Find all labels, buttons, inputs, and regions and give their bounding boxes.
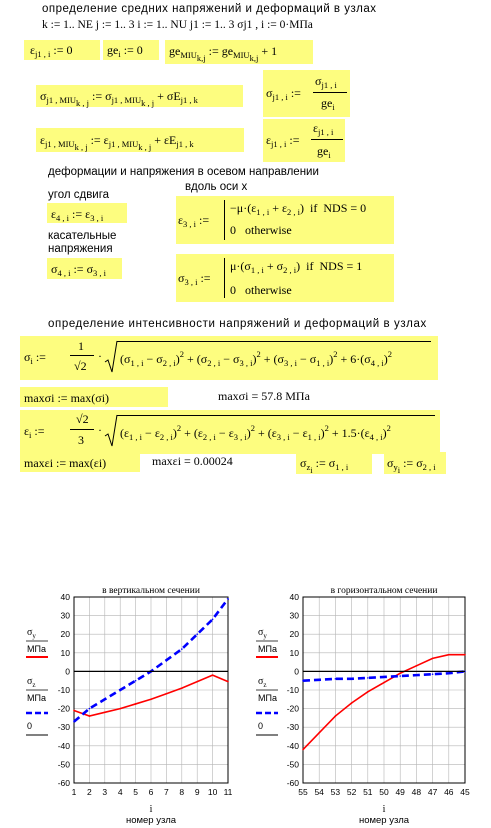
range-definitions: k := 1.. NE j := 1.. 3 i := 1.. NU j1 := 1.. 3 σj1 , i := 0·МПа [42,19,313,31]
y-tick-label: -50 [57,759,70,770]
series-point-0 [383,682,385,684]
formula-eps-accumulate[interactable]: $\varepsilon_{j1 , MIU_{k , j}}$ := $\varepsilon_{j1 , MIU_{k , j}} + \varepsilon E_{j1 , k}$ [36,128,244,152]
y-tick-label: 30 [289,610,299,621]
x-tick-label: 1 [71,787,77,797]
series-point-0 [416,665,418,667]
formula-sig4[interactable]: $\sigma_{4 , i}$ := $\sigma_{3 , i}$ [47,258,122,279]
y-tick-label: 40 [60,592,70,602]
series-point-0 [318,732,320,734]
y-tick-label: 30 [60,610,70,621]
x-tick-label: 10 [207,787,218,797]
result-max-eps: maxεi = 0.00024 [152,454,233,468]
series-point-1 [448,672,450,674]
x-tick-label: 54 [314,787,324,797]
series-point-1 [212,619,214,621]
legend-right-sigma-y: $\sigma_y$ [258,627,267,640]
formula-max-eps[interactable]: maxεi := max(εi) [20,452,140,472]
legend-right-unit-y: МПа [258,644,277,654]
series-point-1 [399,675,401,677]
y-tick-label: 0 [65,666,70,677]
formula-eps3-piecewise[interactable]: $\varepsilon_{3 , i}$ := $-\mu\cdot(\varepsilon_{1 , i} + \varepsilon_{2 , i})$ if NDS = 0 0 otherwise [176,196,394,244]
formula-eps-average[interactable]: $\varepsilon_{j1 , i}$ := $\varepsilon_{j1 , i}$ $ge_i$ [263,119,345,162]
legend-left-unit-y: МПа [27,644,46,654]
series-point-1 [104,699,106,701]
formula-sig3-piecewise[interactable]: $\sigma_{3 , i}$ := $\mu\cdot(\sigma_{1 , i} + \sigma_{2 , i})$ if NDS = 1 0 otherwise [176,254,394,302]
series-point-0 [432,658,434,660]
x-tick-label: 45 [460,787,470,797]
series-point-0 [89,715,91,717]
x-tick-label: 6 [148,787,154,797]
section-title-axial-sub: вдоль оси x [185,181,248,193]
x-axis-label: номер узла [125,815,177,826]
series-point-0 [351,702,353,704]
series-point-1 [383,676,385,678]
x-tick-label: 46 [444,787,454,797]
series-point-1 [302,680,304,682]
coef-eps: 1.5 [341,426,357,440]
x-tick-label: 47 [427,787,438,797]
series-point-0 [196,681,198,683]
series-point-0 [227,681,229,683]
y-tick-label: 40 [289,592,299,602]
series-point-0 [302,749,304,751]
x-tick-label: 11 [223,787,233,797]
formula-sigma-accumulate[interactable]: $\sigma_{j1 , MIU_{k , j}}$ := $\sigma_{j1 , MIU_{k , j}} + \sigma E_{j1 , k}$ [36,85,243,107]
y-tick-label: -30 [286,722,299,733]
y-tick-label: 10 [289,647,299,658]
x-tick-label: 2 [87,787,92,797]
section-title-axial: деформации и напряжения в осевом направлении [48,166,319,178]
series-point-1 [227,598,229,600]
legend-right [256,627,278,735]
x-tick-label: 8 [179,787,185,797]
x-tick-label: 9 [194,787,200,797]
y-tick-label: 0 [294,666,299,677]
series-point-0 [212,674,214,676]
formula-ge-init[interactable]: $ge_i$ := 0 [103,40,159,60]
y-tick-label: -50 [286,759,299,770]
x-tick-label: 53 [330,787,341,797]
series-point-1 [351,678,353,680]
legend-right-unit-z: МПа [258,693,277,703]
y-tick-label: -20 [57,703,70,714]
series-point-1 [318,679,320,681]
formula-max-sigma[interactable]: maxσi := max(σi) [20,387,168,407]
y-tick-label: -10 [57,685,70,695]
formula-eps4[interactable]: $\varepsilon_{4 , i}$ := $\varepsilon_{3 , i}$ [47,203,127,223]
series-point-0 [166,693,168,695]
x-axis-variable: i [382,804,386,815]
section-title-averages: определение средних напряжений и деформаций в узлах [42,3,377,15]
series-point-0 [367,691,369,693]
coef-sigma: 6 [350,352,357,366]
y-tick-label: 20 [60,629,70,640]
series-point-1 [135,680,137,682]
chart-vertical-section [58,586,233,826]
series-point-0 [119,708,121,710]
label-tangential-2: напряжения [48,243,113,255]
x-tick-label: 4 [117,787,123,797]
y-tick-label: -40 [286,740,299,751]
series-point-0 [104,712,106,714]
x-tick-label: 52 [346,787,357,797]
series-point-1 [181,648,183,650]
series-point-0 [181,687,183,689]
y-tick-label: -10 [286,685,299,695]
x-tick-label: 50 [379,787,389,797]
chart-title: в вертикальном сечении [102,586,200,596]
x-axis-label: номер узла [358,815,410,826]
formula-sigma-intensity[interactable]: $\sigma_i$ := 1 √2 · $(\sigma_{1 , i} - \sigma_{2 , i})^2 + (\sigma_{2 , i} - \sigma_{3 , i})^2 + (\sigma_{3 , i} - \sigma_{1 , i})^2 + 6\cdot(\sigma_{4 , i})^2$ [20,336,438,380]
charts-area [0,570,491,828]
section-title-intensity: определение интенсивности напряжений и деформаций в узлах [48,318,427,330]
series-point-1 [89,708,91,710]
series-point-0 [464,654,466,656]
label-shear-angle: угол сдвига [48,189,110,201]
legend-left-sigma-y: $\sigma_y$ [27,627,36,640]
formula-eps-intensity[interactable]: $\varepsilon_i$ := √2 3 · $(\varepsilon_{1 , i} - \varepsilon_{2 , i})^2 + (\varepsilon_{2 , i} - \varepsilon_{3 , i})^2 + (\varepsilon_{3 , i} - \varepsilon_{1 , i})^2 + 1.5\cdot(\varepsilon_{4 , i})^2$ [20,410,440,454]
x-tick-label: 5 [133,787,138,797]
label-tangential-1: касательные [48,230,117,242]
series-point-0 [335,715,337,717]
x-tick-label: 3 [102,787,108,797]
legend-right-zero: 0 [258,721,264,731]
y-tick-label: 10 [60,647,70,658]
x-tick-label: 51 [363,787,373,797]
legend-left-unit-z: МПа [27,693,46,703]
series-point-0 [448,654,450,656]
x-tick-label: 55 [298,787,308,797]
legend-right-sigma-z: $\sigma_z$ [258,676,267,689]
legend-left [26,627,48,735]
legend-left-sigma-z: $\sigma_z$ [27,676,36,689]
result-max-sigma: maxσi = 57.8 МПа [218,389,310,403]
series-point-0 [399,672,401,674]
legend-left-zero: 0 [27,721,33,731]
x-tick-label: 49 [395,787,405,797]
series-point-0 [73,710,75,712]
y-tick-label: -60 [286,778,299,788]
series-point-1 [166,659,168,661]
series-point-1 [73,721,75,723]
series-point-1 [416,674,418,676]
series-point-0 [150,699,152,701]
formula-ge-increment[interactable]: $ge_{MIU_{k,j}}$ := $ge_{MIU_{k,j}} + 1$ [165,40,313,64]
series-point-1 [432,673,434,675]
formula-sigma-average[interactable]: $\sigma_{j1 , i}$ := $\sigma_{j1 , i}$ $ge_i$ [263,70,350,117]
formula-eps-init[interactable]: $\varepsilon_{j1 , i}$ := 0 [24,40,100,60]
y-tick-label: -60 [57,778,70,788]
x-tick-label: 48 [411,787,422,797]
formula-sigma-z[interactable]: $\sigma_{z_i}$ := $\sigma_{1 , i}$ [296,452,372,474]
y-tick-label: 20 [289,629,299,640]
y-tick-label: -20 [286,703,299,714]
series-point-1 [196,633,198,635]
x-axis-variable: i [149,804,153,815]
series-point-1 [335,678,337,680]
y-tick-label: -30 [57,722,70,733]
chart-title: в горизонтальном сечении [330,586,438,596]
series-point-1 [119,689,121,691]
formula-sigma-y[interactable]: $\sigma_{y_i}$ := $\sigma_{2 , i}$ [384,452,446,474]
series-point-0 [135,703,137,705]
series-point-1 [367,677,369,679]
y-tick-label: -40 [57,740,70,751]
chart-horizontal-section [287,586,470,826]
x-tick-label: 7 [164,787,169,797]
